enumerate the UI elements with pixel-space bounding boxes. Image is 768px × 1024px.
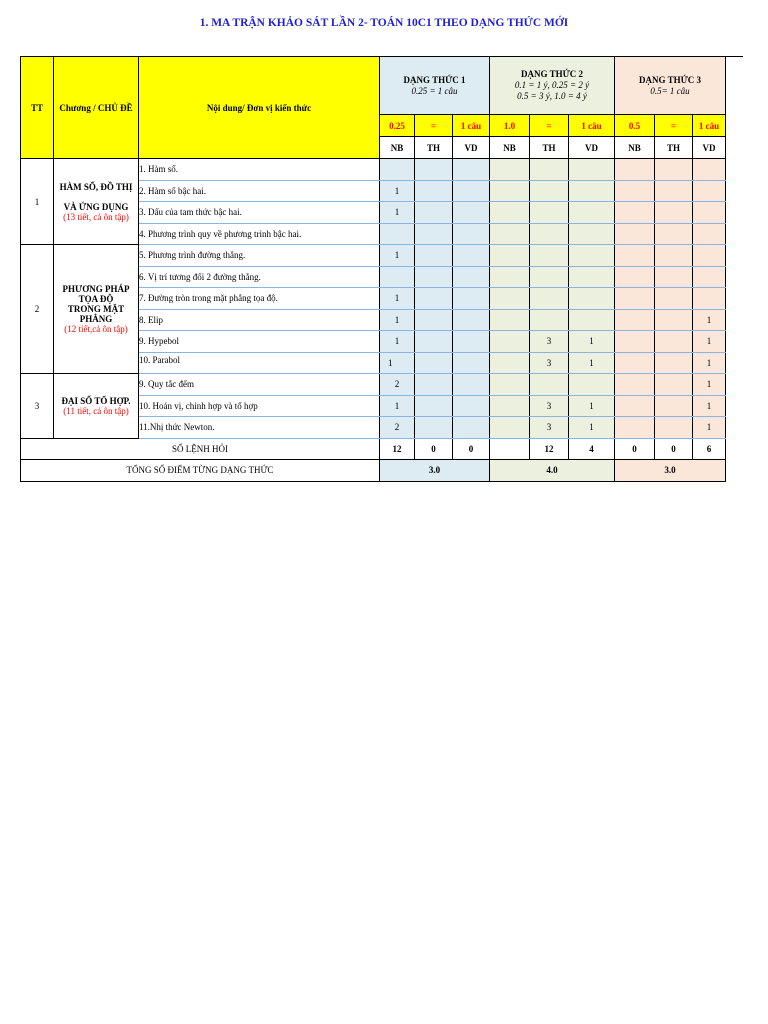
count-cell (569, 288, 615, 310)
scores-label: TỔNG SỐ ĐIỂM TỪNG DẠNG THỨC (21, 459, 380, 481)
group-3-rule: 0.5= 1 câu (650, 85, 690, 96)
content-header: Nội dung/ Đơn vị kiến thức (139, 57, 380, 159)
count-cell: 2 (380, 374, 415, 396)
count-cell (530, 374, 569, 396)
count-cell (569, 266, 615, 288)
count-cell (569, 223, 615, 245)
level-header: TH (530, 137, 569, 159)
count-cell (490, 159, 530, 181)
count-cell: 1 (569, 417, 615, 439)
count-cell (453, 202, 490, 224)
chapter-name-line: HÀM SỐ, ĐỒ THỊ (59, 181, 133, 192)
topic-cell: 9. Hypebol (139, 331, 380, 353)
score-cell: 4.0 (490, 459, 615, 481)
count-cell (693, 245, 726, 267)
count-cell (655, 159, 693, 181)
level-header: NB (615, 137, 655, 159)
chapter-name-line: PHẲNG (79, 314, 113, 324)
count-cell (490, 374, 530, 396)
chapter-note: (11 tiết, cả ôn tập) (63, 405, 129, 416)
count-cell (453, 180, 490, 202)
topic-cell: 2. Hàm số bậc hai. (139, 180, 380, 202)
table-row (21, 374, 743, 396)
count-cell (655, 309, 693, 331)
level-header: VD (569, 137, 615, 159)
topic-cell: 11.Nhị thức Newton. (139, 417, 380, 439)
group-1-rate-count: 1 câu (453, 115, 490, 137)
group-1-name: DẠNG THỨC 1 (403, 74, 466, 85)
group-2-header (490, 57, 615, 115)
total-cell: 6 (693, 438, 726, 459)
count-cell (655, 223, 693, 245)
count-cell (655, 202, 693, 224)
count-cell: 1 (380, 288, 415, 310)
count-cell: 1 (380, 309, 415, 331)
count-cell (490, 352, 530, 374)
total-cell: 4 (569, 438, 615, 459)
count-cell (530, 180, 569, 202)
count-cell (453, 331, 490, 353)
level-header: NB (490, 137, 530, 159)
count-cell (655, 395, 693, 417)
chapter-note: (13 tiết, cả ôn tập) (63, 211, 129, 222)
count-cell (615, 202, 655, 224)
count-cell (530, 266, 569, 288)
count-cell (569, 180, 615, 202)
level-header: NB (380, 137, 415, 159)
count-cell (615, 180, 655, 202)
count-cell (530, 309, 569, 331)
count-cell (615, 374, 655, 396)
total-cell: 0 (615, 438, 655, 459)
count-cell: 1 (693, 352, 726, 374)
count-cell: 2 (380, 417, 415, 439)
chapter-number: 1 (21, 159, 54, 245)
count-cell (415, 202, 453, 224)
count-cell (655, 374, 693, 396)
count-cell (453, 352, 490, 374)
count-cell (415, 266, 453, 288)
count-cell: 1 (380, 331, 415, 353)
group-1-rule: 0.25 = 1 câu (411, 85, 458, 96)
count-cell (415, 288, 453, 310)
chapter-header: Chương / CHỦ ĐỀ (54, 57, 139, 159)
count-cell (569, 309, 615, 331)
chapter-name-line: TRONG MẶT (67, 304, 125, 314)
count-cell: 1 (693, 374, 726, 396)
table-row (21, 159, 743, 181)
total-cell (490, 438, 530, 459)
group-2-rate-value: 1.0 (490, 115, 530, 137)
group-3-header (615, 57, 726, 115)
count-cell: 3 (530, 352, 569, 374)
count-cell (615, 159, 655, 181)
count-cell (490, 417, 530, 439)
level-header: VD (693, 137, 726, 159)
count-cell (490, 223, 530, 245)
group-3-rate-count: 1 câu (693, 115, 726, 137)
group-2-rate-count: 1 câu (569, 115, 615, 137)
count-cell: 1 (693, 417, 726, 439)
count-cell (569, 374, 615, 396)
count-cell (693, 288, 726, 310)
count-cell (655, 288, 693, 310)
exam-matrix-table (20, 56, 743, 482)
count-cell: 1 (569, 352, 615, 374)
count-cell (615, 245, 655, 267)
count-cell (453, 223, 490, 245)
score-cell: 3.0 (380, 459, 490, 481)
table-row (21, 245, 743, 267)
count-cell (490, 395, 530, 417)
count-cell (530, 245, 569, 267)
count-cell (655, 180, 693, 202)
count-cell (655, 352, 693, 374)
page-title: 1. MA TRẬN KHẢO SÁT LẦN 2- TOÁN 10C1 THEO DẠNG THỨC MỚI (199, 17, 569, 29)
count-cell (490, 266, 530, 288)
count-cell (615, 395, 655, 417)
count-cell: 3 (530, 417, 569, 439)
count-cell (453, 417, 490, 439)
count-cell (415, 223, 453, 245)
group-2-rate-eq: = (530, 115, 569, 137)
count-cell (693, 202, 726, 224)
topic-cell: 10. Hoán vị, chỉnh hợp và tổ hợp (139, 395, 380, 417)
count-cell (415, 352, 453, 374)
tt-header: TT (21, 57, 54, 159)
count-cell (380, 223, 415, 245)
count-cell (615, 417, 655, 439)
count-cell: 1 (693, 395, 726, 417)
count-cell: 1 (693, 331, 726, 353)
count-cell: 3 (530, 395, 569, 417)
count-cell: 1 (569, 331, 615, 353)
total-cell: 0 (655, 438, 693, 459)
topic-cell: 8. Elip (139, 309, 380, 331)
topic-cell: 3. Dấu của tam thức bậc hai. (139, 202, 380, 224)
chapter-cell (54, 374, 139, 439)
count-cell (453, 159, 490, 181)
count-cell (490, 180, 530, 202)
count-cell (453, 245, 490, 267)
group-2-rule-2: 0.5 = 3 ý, 1.0 = 4 ý (517, 91, 587, 101)
count-cell: 1 (380, 395, 415, 417)
count-cell (615, 223, 655, 245)
count-cell (490, 331, 530, 353)
group-3-rate-value: 0.5 (615, 115, 655, 137)
count-cell (415, 309, 453, 331)
count-cell: 1 (380, 352, 415, 374)
group-2-rule-1: 0.1 = 1 ý, 0.25 = 2 ý (514, 80, 590, 90)
count-cell (615, 266, 655, 288)
score-cell: 3.0 (615, 459, 726, 481)
count-cell (415, 159, 453, 181)
count-cell (615, 331, 655, 353)
group-1-rate-value: 0.25 (380, 115, 415, 137)
group-1-header (380, 57, 490, 115)
group-3-name: DẠNG THỨC 3 (638, 74, 701, 85)
total-cell: 12 (530, 438, 569, 459)
topic-cell: 6. Vị trí tương đối 2 đường thẳng. (139, 266, 380, 288)
count-cell: 1 (569, 395, 615, 417)
group-3-rate-eq: = (655, 115, 693, 137)
topic-cell: 4. Phương trình quy về phương trình bậc hai. (139, 223, 380, 245)
count-cell (415, 395, 453, 417)
count-cell (569, 245, 615, 267)
total-cell: 0 (453, 438, 490, 459)
chapter-number: 3 (21, 374, 54, 439)
count-cell (490, 245, 530, 267)
count-cell (569, 159, 615, 181)
count-cell (380, 266, 415, 288)
totals-label: SỐ LỆNH HỎI (21, 438, 380, 459)
count-cell (490, 288, 530, 310)
count-cell: 1 (380, 202, 415, 224)
count-cell: 1 (380, 245, 415, 267)
count-cell (453, 395, 490, 417)
count-cell (615, 309, 655, 331)
topic-cell: 10. Parabol (139, 352, 380, 374)
count-cell: 1 (380, 180, 415, 202)
count-cell (453, 288, 490, 310)
count-cell (530, 202, 569, 224)
count-cell (615, 352, 655, 374)
count-cell (380, 159, 415, 181)
count-cell (655, 245, 693, 267)
count-cell (453, 374, 490, 396)
count-cell (655, 266, 693, 288)
level-header: TH (655, 137, 693, 159)
count-cell (693, 266, 726, 288)
chapter-name-line: ĐẠI SỐ TỔ HỢP. (61, 395, 131, 406)
chapter-name-line: VÀ ỨNG DỤNG (63, 201, 129, 212)
group-1-rate-eq: = (415, 115, 453, 137)
total-cell: 12 (380, 438, 415, 459)
scores-row (21, 459, 743, 481)
count-cell (530, 223, 569, 245)
count-cell (693, 159, 726, 181)
topic-cell: 5. Phương trình đường thẳng. (139, 245, 380, 267)
count-cell (415, 331, 453, 353)
count-cell: 1 (693, 309, 726, 331)
topic-cell: 7. Đường tròn trong mặt phẳng tọa độ. (139, 288, 380, 310)
total-cell: 0 (415, 438, 453, 459)
count-cell (569, 202, 615, 224)
totals-row (21, 438, 743, 459)
count-cell (530, 288, 569, 310)
group-2-name: DẠNG THỨC 2 (520, 69, 583, 79)
count-cell (415, 245, 453, 267)
count-cell (415, 374, 453, 396)
count-cell (530, 159, 569, 181)
count-cell (655, 331, 693, 353)
count-cell (415, 180, 453, 202)
count-cell: 3 (530, 331, 569, 353)
count-cell (453, 266, 490, 288)
count-cell (490, 202, 530, 224)
level-header: TH (415, 137, 453, 159)
count-cell (615, 288, 655, 310)
count-cell (453, 309, 490, 331)
level-header: VD (453, 137, 490, 159)
chapter-note: (12 tiết,cả ôn tập) (64, 324, 128, 334)
count-cell (693, 180, 726, 202)
chapter-cell (54, 245, 139, 374)
chapter-cell (54, 159, 139, 245)
chapter-number: 2 (21, 245, 54, 374)
chapter-name-line: PHƯƠNG PHÁP TỌA ĐỘ (62, 284, 130, 304)
count-cell (655, 417, 693, 439)
topic-cell: 1. Hàm số. (139, 159, 380, 181)
count-cell (415, 417, 453, 439)
topic-cell: 9. Quy tắc đếm (139, 374, 380, 396)
count-cell (490, 309, 530, 331)
count-cell (693, 223, 726, 245)
